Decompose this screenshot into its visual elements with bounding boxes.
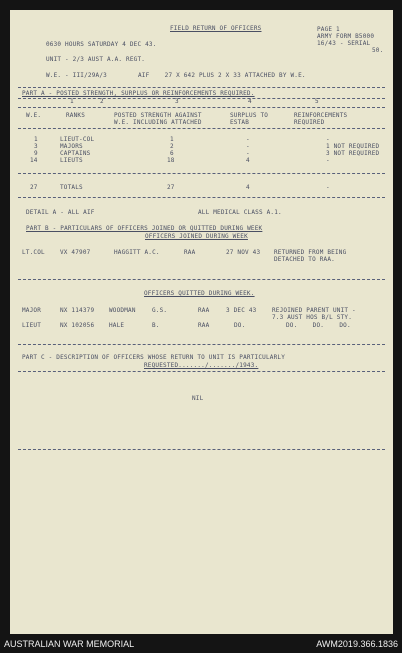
officer-remarks: RETURNED FROM BEING DETACHED TO RAA.: [274, 249, 347, 263]
officer-initials: G.S.: [152, 307, 168, 314]
officer-number: NX 102056: [60, 322, 95, 329]
cell-posted: 6: [170, 150, 174, 157]
divider: [18, 344, 385, 345]
officer-name: HAGGITT A.C.: [114, 249, 160, 256]
form-number: ARMY FORM B5000: [317, 33, 375, 40]
aif-line: AIF 27 X 642 PLUS 2 X 33 ATTACHED BY W.E.: [138, 72, 306, 79]
divider: [18, 173, 385, 174]
officer-number: NX 114379: [60, 307, 95, 314]
cell-posted: 1: [170, 136, 174, 143]
officer-initials: B.: [152, 322, 160, 329]
officer-corps: RAA: [184, 249, 196, 256]
cell-reinforcements: 1 NOT REQUIRED: [326, 143, 380, 150]
cell-reinforcements: -: [326, 157, 330, 164]
divider: [18, 371, 385, 372]
cell-surplus: -: [246, 150, 250, 157]
cell-surplus: -: [246, 136, 250, 143]
officer-rank: MAJOR: [22, 307, 42, 314]
total-posted: 27: [167, 184, 175, 191]
officer-date: DO.: [234, 322, 246, 329]
part-c-heading: PART C - DESCRIPTION OF OFFICERS WHOSE RETURN TO UNIT IS PARTICULARLY: [22, 354, 286, 361]
cell-reinforcements: -: [326, 136, 330, 143]
cell-surplus: -: [246, 143, 250, 150]
officer-rank: LIEUT: [22, 322, 42, 329]
column-number: 1: [70, 98, 74, 105]
total-reinforcements: -: [326, 184, 330, 191]
officer-number: VX 47907: [60, 249, 91, 256]
cell-reinforcements: 3 NOT REQUIRED: [326, 150, 380, 157]
column-number: 2: [100, 98, 104, 105]
nil-entry: NIL: [192, 395, 204, 402]
archive-reference: AWM2019.366.1836: [316, 639, 398, 649]
detail-a: DETAIL A - ALL AIF: [26, 209, 95, 216]
unit-line: UNIT - 2/3 AUST A.A. REGT.: [46, 56, 146, 63]
column-header-ranks: RANKS: [66, 112, 86, 119]
divider: [18, 107, 385, 108]
cell-we: 9: [34, 150, 38, 157]
divider: [18, 279, 385, 280]
total-surplus: 4: [246, 184, 250, 191]
we-line: W.E. - III/29A/3: [46, 72, 107, 79]
divider: [18, 128, 385, 129]
total-we: 27: [30, 184, 38, 191]
column-number: 3: [175, 98, 179, 105]
column-number: 4: [248, 98, 252, 105]
cell-surplus: 4: [246, 157, 250, 164]
divider: [18, 197, 385, 198]
officer-name: HALE: [109, 322, 125, 329]
officer-name: WOODMAN: [109, 307, 136, 314]
document-title: FIELD RETURN OF OFFICERS: [170, 25, 262, 32]
officer-remarks: DO. DO. DO.: [286, 322, 351, 329]
cell-we: 3: [34, 143, 38, 150]
page-number: PAGE 1: [317, 26, 340, 33]
joined-heading: OFFICERS JOINED DURING WEEK: [145, 233, 248, 240]
part-a-heading: PART A - POSTED STRENGTH, SURPLUS OR REINFORCEMENTS REQUIRED.: [22, 90, 255, 97]
cell-posted: 18: [167, 157, 175, 164]
officer-corps: RAA: [198, 307, 210, 314]
officer-rank: LT.COL: [22, 249, 45, 256]
cell-we: 14: [30, 157, 38, 164]
cell-posted: 2: [170, 143, 174, 150]
cell-rank: LIEUT-COL: [60, 136, 95, 143]
archive-credit: AUSTRALIAN WAR MEMORIAL: [4, 639, 135, 649]
totals-label: TOTALS: [60, 184, 83, 191]
column-number: 5: [315, 98, 319, 105]
part-b-heading: PART B - PARTICULARS OF OFFICERS JOINED OR QUITTED DURING WEEK: [26, 225, 263, 232]
medical-class: ALL MEDICAL CLASS A.1.: [198, 209, 282, 216]
cell-we: 1: [34, 136, 38, 143]
divider: [18, 449, 385, 450]
serial-value: 50.: [372, 47, 384, 54]
officer-date: 3 DEC 43: [226, 307, 257, 314]
cell-rank: MAJORS: [60, 143, 83, 150]
cell-rank: CAPTAINS: [60, 150, 91, 157]
column-header-reinforcements: REINFORCEMENTS REQUIRED: [294, 112, 348, 126]
time-line: 0630 HOURS SATURDAY 4 DEC 43.: [46, 41, 157, 48]
officer-date: 27 NOV 43: [226, 249, 261, 256]
part-c-requested: REQUESTED......./......./1943.: [144, 362, 259, 369]
officer-corps: RAA: [198, 322, 210, 329]
column-header-we: W.E.: [26, 112, 42, 119]
serial-number: 16/43 - SERIAL: [317, 40, 371, 47]
divider: [18, 87, 385, 88]
quitted-heading: OFFICERS QUITTED DURING WEEK.: [144, 290, 255, 297]
column-header-surplus: SURPLUS TO ESTAB: [230, 112, 269, 126]
document-page: [10, 10, 393, 634]
officer-remarks: REJOINED PARENT UNIT - 7.3 AUST HOS B/L STY.: [272, 307, 356, 321]
column-header-posted: POSTED STRENGTH AGAINST W.E. INCLUDING ATTACHED: [114, 112, 202, 126]
cell-rank: LIEUTS: [60, 157, 83, 164]
